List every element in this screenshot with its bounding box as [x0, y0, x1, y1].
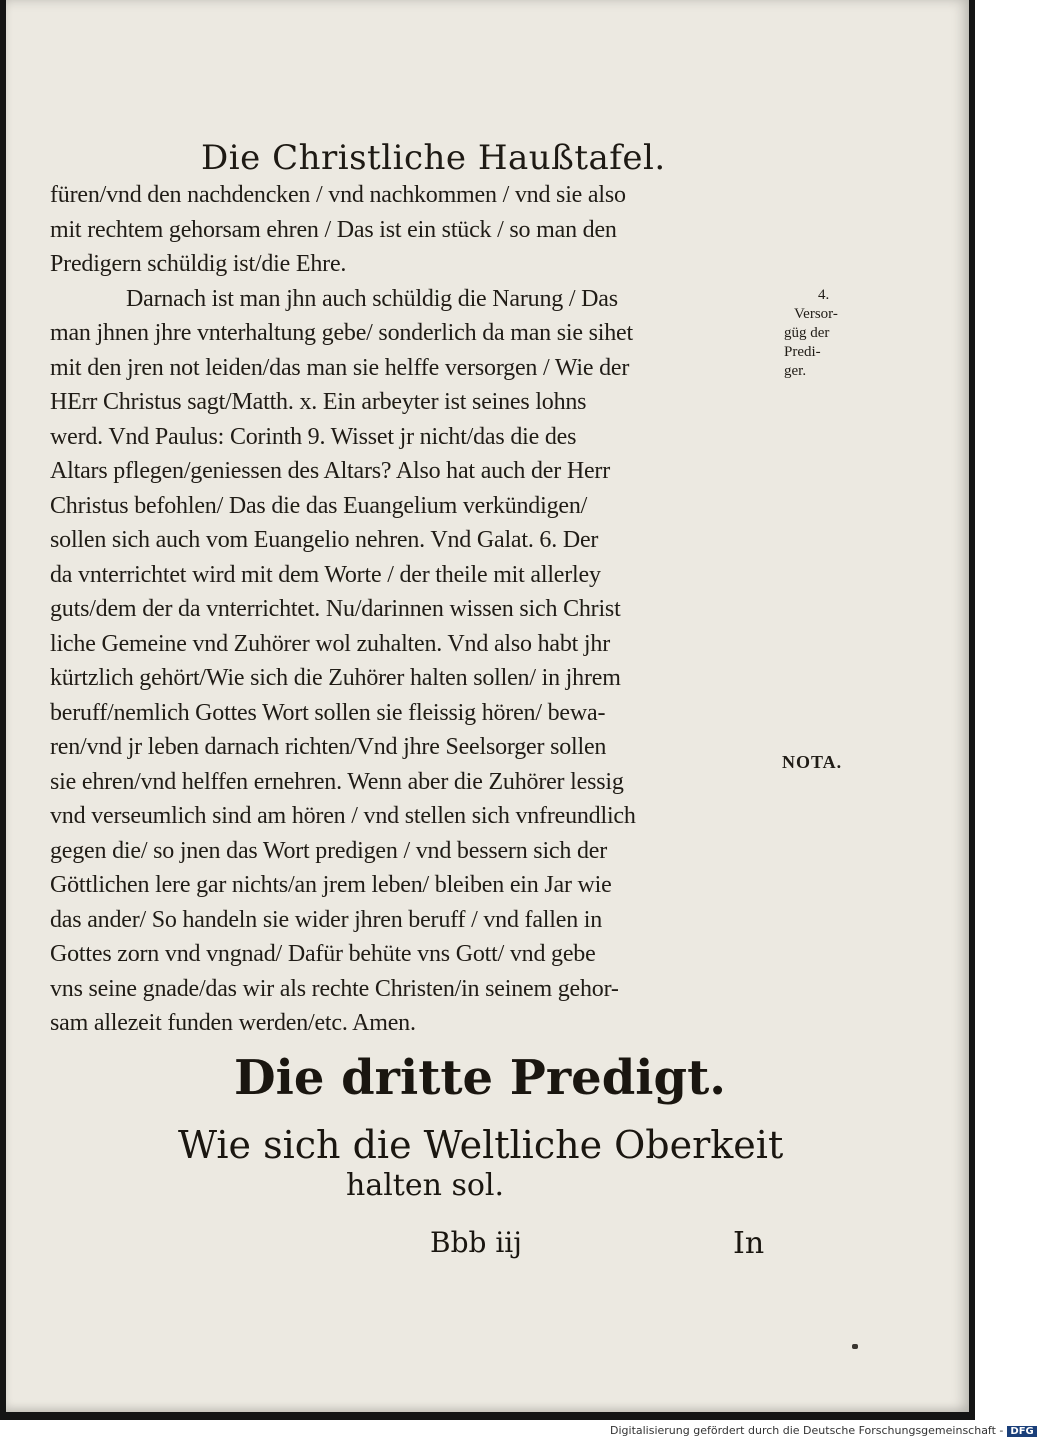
text-line: werd. Vnd Paulus: Corinth 9. Wisset jr nicht/das die des — [50, 423, 577, 450]
text-line: gegen die/ so jnen das Wort predigen / vnd bessern sich der — [50, 837, 608, 864]
main-text-block — [50, 178, 780, 1041]
text-line: guts/dem der da vnterrichtet. Nu/darinnen wissen sich Christ — [50, 596, 621, 622]
text-line: man jhnen jhre vnterhaltung gebe/ sonderlich da man sie sihet — [50, 320, 633, 346]
paper-speck — [852, 1344, 858, 1349]
text-line: füren/vnd den nachdencken / vnd nachkommen / vnd sie also — [50, 182, 626, 208]
text-line: Darnach ist man jhn auch schüldig die Narung / Das — [126, 285, 618, 312]
text-line: HErr Christus sagt/Matth. x. Ein arbeyter ist seines lohns — [50, 389, 587, 415]
running-title: Die Christliche Haußtafel. — [201, 138, 666, 178]
section-title: Die dritte Predigt. — [234, 1050, 726, 1106]
margin-note-line: Versor- — [794, 306, 838, 322]
text-line: sam allezeit funden werden/etc. Amen. — [50, 1010, 416, 1036]
text-line: Christus befohlen/ Das die das Euangelium verkündigen/ — [50, 492, 588, 519]
text-line: mit den jren not leiden/das man sie helffe versorgen / Wie der — [50, 354, 630, 381]
text-line: Altars pflegen/geniessen des Altars? Also hat auch der Herr — [50, 458, 611, 484]
dfg-logo: DFG — [1007, 1426, 1036, 1437]
text-line: kürtzlich gehört/Wie sich die Zuhörer halten sollen/ in jhrem — [50, 665, 621, 691]
text-line: sie ehren/vnd helffen ernehren. Wenn aber die Zuhörer lessig — [50, 768, 624, 795]
text-line: Göttlichen lere gar nichts/an jrem leben/ bleiben ein Jar wie — [50, 872, 612, 898]
text-line: vnd verseumlich sind am hören / vnd stellen sich vnfreundlich — [50, 803, 636, 829]
text-line: mit rechtem gehorsam ehren / Das ist ein stück / so man den — [50, 216, 617, 243]
text-line: da vnterrichtet wird mit dem Worte / der theile mit allerley — [50, 561, 601, 588]
section-subtitle-line2: halten sol. — [346, 1168, 505, 1203]
text-line: Predigern schüldig ist/die Ehre. — [50, 251, 347, 277]
text-line: sollen sich auch vom Euangelio nehren. Vnd Galat. 6. Der — [50, 527, 599, 553]
margin-note-line: 4. — [818, 287, 830, 303]
margin-note — [784, 286, 854, 381]
text-line: liche Gemeine vnd Zuhörer wol zuhalten. Vnd also habt jhr — [50, 630, 610, 657]
text-line: Gottes zorn vnd vngnad/ Dafür behüte vns Gott/ vnd gebe — [50, 941, 596, 967]
digitization-footer — [610, 1424, 1037, 1437]
margin-note-line: Predi- — [784, 344, 821, 360]
text-line: ren/vnd jr leben darnach richten/Vnd jhre Seelsorger sollen — [50, 734, 607, 760]
margin-note-line: güg der — [784, 325, 830, 341]
margin-note-line: ger. — [784, 363, 807, 379]
catchword: In — [733, 1226, 765, 1261]
text-line: vns seine gnade/das wir als rechte Christen/in seinem gehor- — [50, 975, 619, 1002]
text-line: beruff/nemlich Gottes Wort sollen sie fleissig hören/ bewa- — [50, 699, 606, 726]
section-subtitle-line1: Wie sich die Weltliche Oberkeit — [178, 1123, 784, 1167]
text-line: das ander/ So handeln sie wider jhren beruff / vnd fallen in — [50, 906, 603, 933]
margin-nota: NOTA. — [782, 752, 843, 772]
footer-text: Digitalisierung gefördert durch die Deutsche Forschungsgemeinschaft - — [610, 1424, 1004, 1437]
signature-mark: Bbb iij — [430, 1226, 522, 1259]
book-page — [6, 0, 969, 1412]
